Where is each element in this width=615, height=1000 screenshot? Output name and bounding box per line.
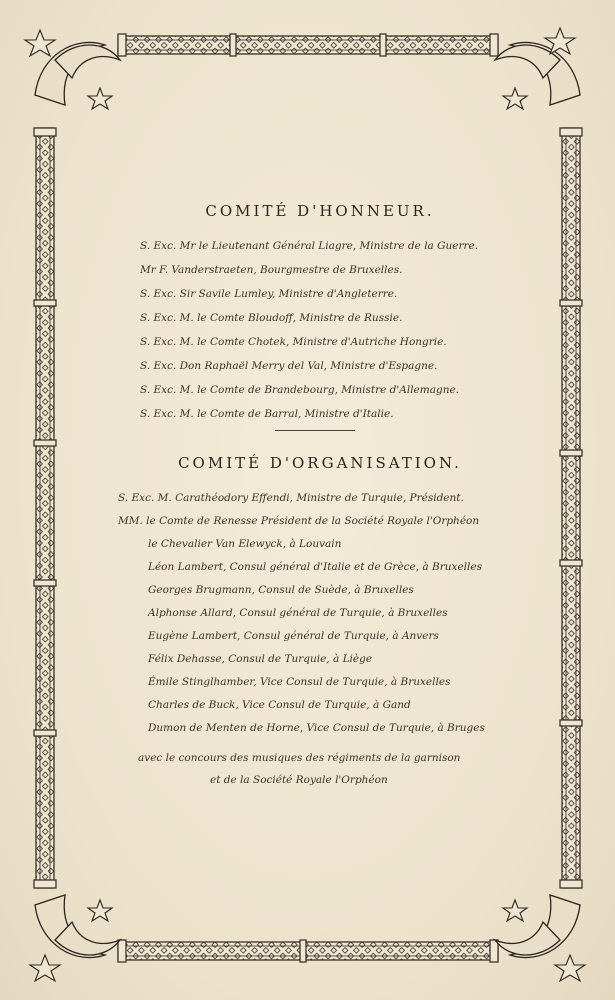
organisation-member: S. Exc. M. Carathéodory Effendi, Ministre de Turquie, Président. — [118, 492, 464, 504]
organisation-member: Émile Stinglhamber, Vice Consul de Turquie, à Bruxelles — [148, 676, 451, 688]
comite-honneur-title: COMITÉ D'HONNEUR. — [205, 202, 435, 220]
organisation-member: Félix Dehasse, Consul de Turquie, à Liège — [148, 653, 373, 665]
honneur-member: S. Exc. M. le Comte Chotek, Ministre d'Autriche Hongrie. — [140, 336, 447, 348]
crescent-star-icon — [495, 28, 580, 109]
honneur-member: S. Exc. Mr le Lieutenant Général Liagre, Ministre de la Guerre. — [140, 240, 479, 252]
crescent-star-icon — [30, 895, 120, 981]
honneur-member: S. Exc. M. le Comte de Barral, Ministre d'Italie. — [140, 408, 394, 420]
left-bamboo-bar — [34, 128, 56, 888]
organisation-member: Eugène Lambert, Consul général de Turquie, à Anvers — [148, 630, 439, 642]
right-bamboo-bar — [560, 128, 582, 888]
bottom-bamboo-bar — [118, 940, 498, 962]
comite-organisation-title: COMITÉ D'ORGANISATION. — [178, 454, 462, 472]
honneur-member: S. Exc. Don Raphaël Merry del Val, Ministre d'Espagne. — [140, 360, 438, 372]
honneur-member: S. Exc. Sir Savile Lumley, Ministre d'Angleterre. — [140, 288, 398, 300]
crescent-star-icon — [495, 895, 585, 981]
honneur-member: S. Exc. M. le Comte Bloudoff, Ministre de Russie. — [140, 312, 403, 324]
organisation-member: Dumon de Menten de Horne, Vice Consul de Turquie, à Bruges — [148, 722, 485, 734]
organisation-member: Georges Brugmann, Consul de Suède, à Bruxelles — [148, 584, 414, 596]
organisation-member: Charles de Buck, Vice Consul de Turquie, à Gand — [148, 699, 411, 711]
organisation-member: Alphonse Allard, Consul général de Turquie, à Bruxelles — [148, 607, 448, 619]
crescent-star-icon — [25, 30, 120, 109]
organisation-member: MM. le Comte de Renesse Président de la Société Royale l'Orphéon — [118, 515, 480, 527]
footer-line-1: avec le concours des musiques des régiments de la garnison — [138, 752, 461, 764]
top-bamboo-bar — [118, 34, 498, 56]
organisation-member: le Chevalier Van Elewyck, à Louvain — [148, 538, 342, 550]
footer-line-2: et de la Société Royale l'Orphéon — [210, 774, 388, 786]
organisation-member: Léon Lambert, Consul général d'Italie et de Grèce, à Bruxelles — [148, 561, 482, 573]
section-divider — [275, 430, 355, 431]
honneur-member: S. Exc. M. le Comte de Brandebourg, Ministre d'Allemagne. — [140, 384, 460, 396]
honneur-member: Mr F. Vanderstraeten, Bourgmestre de Bruxelles. — [140, 264, 403, 276]
